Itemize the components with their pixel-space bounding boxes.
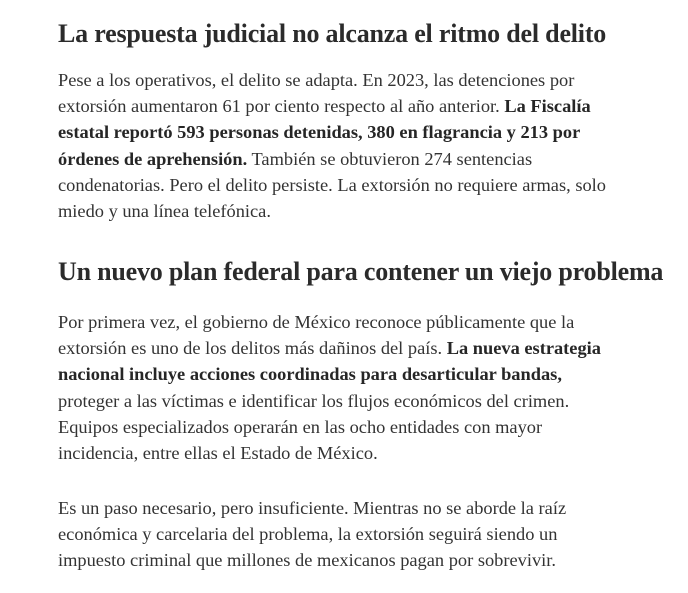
- paragraph-federal-strategy: [58, 309, 601, 466]
- text-line: [58, 198, 606, 224]
- text-segment: incidencia, entre ellas el Estado de México.: [58, 443, 378, 464]
- text-segment: económica y carcelaria del problema, la extorsión seguirá siendo un: [58, 524, 558, 545]
- text-line: [58, 547, 566, 573]
- paragraph-conclusion: [58, 495, 566, 574]
- text-segment: miedo y una línea telefónica.: [58, 201, 271, 222]
- text-segment: También se obtuvieron 274 sentencias: [247, 148, 533, 169]
- text-line: [58, 440, 601, 466]
- text-line: [58, 172, 606, 198]
- section-heading-federal-plan: Un nuevo plan federal para contener un viejo problema: [58, 257, 664, 286]
- text-segment: extorsión es uno de los delitos más dañinos del país.: [58, 338, 447, 359]
- text-line: [58, 93, 606, 119]
- text-segment: Es un paso necesario, pero insuficiente. Mientras no se aborde la raíz: [58, 498, 567, 518]
- text-segment: Por primera vez, el gobierno de México reconoce públicamente que la: [58, 312, 575, 332]
- text-line: [58, 67, 606, 93]
- text-line: [58, 309, 601, 335]
- text-line: [58, 388, 601, 414]
- text-line: [58, 146, 606, 172]
- paragraph-judicial-statistics: [58, 67, 606, 224]
- text-segment: extorsión aumentaron 61 por ciento respecto al año anterior.: [58, 96, 505, 117]
- text-line: [58, 495, 566, 521]
- bold-text: nacional incluye acciones coordinadas para desarticular bandas,: [58, 364, 562, 385]
- bold-text: estatal reportó 593 personas detenidas, 380 en flagrancia y 213 por: [58, 122, 581, 143]
- bold-text: La nueva estrategia: [446, 338, 601, 359]
- text-segment: impuesto criminal que millones de mexicanos pagan por sobrevivir.: [58, 550, 556, 571]
- section-heading-judicial-response: La respuesta judicial no alcanza el ritmo del delito: [58, 19, 607, 48]
- text-line: [58, 361, 601, 387]
- text-line: [58, 119, 606, 145]
- text-line: [58, 414, 601, 440]
- text-line: [58, 521, 566, 547]
- text-segment: condenatorias. Pero el delito persiste. La extorsión no requiere armas, solo: [58, 174, 606, 195]
- text-segment: Pese a los operativos, el delito se adapta. En 2023, las detenciones por: [58, 70, 575, 90]
- text-line: [58, 335, 601, 361]
- bold-text: La Fiscalía: [504, 96, 591, 117]
- text-segment: Equipos especializados operarán en las ocho entidades con mayor: [58, 416, 543, 437]
- text-segment: proteger a las víctimas e identificar los flujos económicos del crimen.: [58, 390, 570, 411]
- bold-text: órdenes de aprehensión.: [58, 148, 248, 169]
